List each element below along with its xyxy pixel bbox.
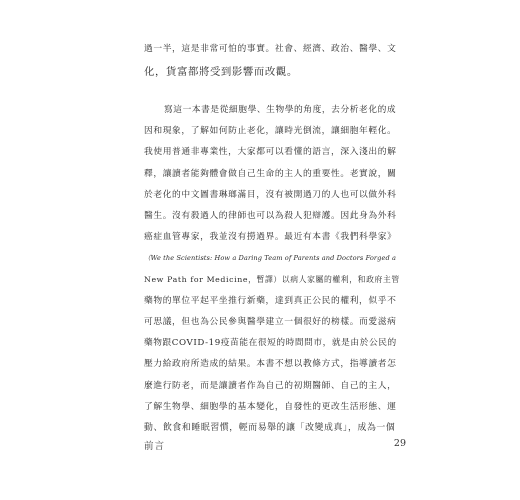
- text-line: 化，貨富都將受到影響而改觀。: [144, 66, 298, 78]
- text-line-book-title-english: （We the Scientists: How a Daring Team of Parents and Doctors Forged a: [144, 254, 397, 263]
- text-line: 壓力給政府所造成的結果。本書不想以教條方式，指導讀者怎: [144, 359, 397, 370]
- text-line: 癌症血管專家，我並沒有撈過界。最近有本書《我們科學家》: [144, 232, 397, 243]
- page-number: 29: [393, 438, 406, 449]
- text-line: 了解生物學、細胞學的基本變化，自發性的更改生活形態、運: [144, 401, 397, 412]
- text-line: 動、飲食和睡眠習慣，輕而易舉的讓「改變成真」，成為一個: [144, 423, 396, 433]
- text-line: 醫生。沒有殺過人的律師也可以為殺人犯辯護。因此身為外科: [144, 211, 397, 221]
- text-line: 過一半，這是非常可怕的事實。社會、經濟、政治、醫學、文: [144, 44, 397, 54]
- text-line: 因和現象，了解如何防止老化，讓時光倒流，讓細胞年輕化。: [144, 126, 397, 137]
- text-line: New Path for Medicine，暫譯）以病人家屬的權利，和政府主管: [144, 274, 400, 284]
- running-footer-section: 前言: [144, 441, 166, 452]
- text-line: 可思議，但也為公民參與醫學建立一個很好的榜樣。而愛滋病: [144, 317, 397, 327]
- text-line: 釋，讓讀者能夠體會做自己生命的主人的重要性。老實說，關: [144, 168, 397, 179]
- text-line: 於老化的中文圖書琳瑯滿目，沒有被開過刀的人也可以做外科: [144, 189, 397, 200]
- text-line: 藥物的單位平起平坐推行新藥，達到真正公民的權利，似乎不: [144, 295, 397, 306]
- text-line: 寫這一本書是從細胞學、生物學的角度，去分析老化的成: [164, 105, 397, 115]
- text-line: 麼進行防老，而是讓讀者作為自己的初期醫師、自己的主人，: [144, 380, 397, 391]
- text-line: 藥物跟COVID-19疫苗能在很短的時間問市，就是由於公民的: [144, 338, 397, 349]
- text-line: 我使用普通非專業性，大家都可以看懂的語言，深入淺出的解: [144, 147, 397, 158]
